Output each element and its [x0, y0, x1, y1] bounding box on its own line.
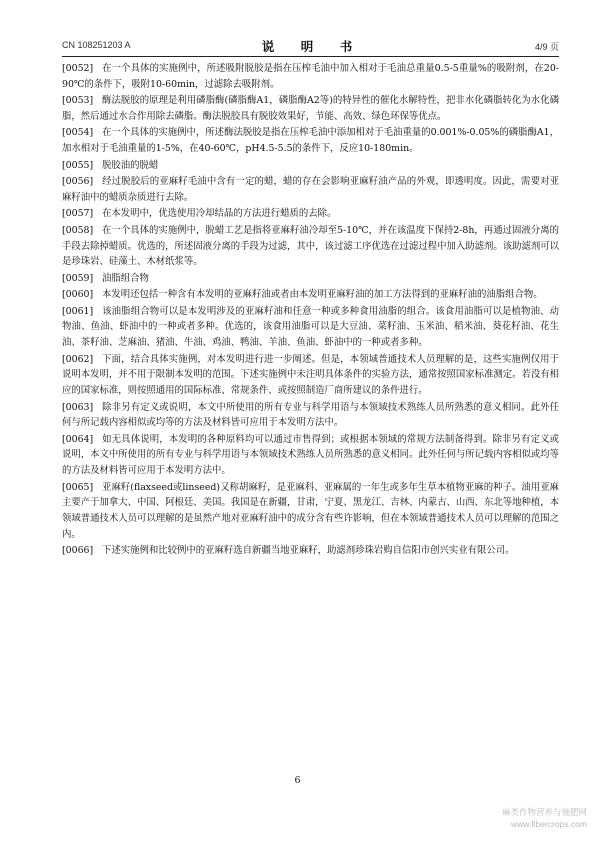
paragraph	[62, 543, 559, 559]
paragraph-text: 如无具体说明，本发明的各种原料均可以通过市售得到；或根据本领域的常规方法制备得到。除非另有定义或说明，本文中所使用的所有专业与科学用语与本领域技术熟练人员所熟悉的意义相同。此外任何与所记载内容相似或均等的方法及材料皆可应用于本发明方法中。	[62, 433, 559, 477]
watermark-line1: 麻类作物营养与施肥网	[501, 807, 587, 817]
watermark	[502, 806, 587, 830]
page-header	[62, 37, 559, 55]
paragraph-text: 在一个具体的实施例中，所述吸附脱胶是指在压榨毛油中加入相对于毛油总重量0.5-5重量%的吸附剂，在20-90℃的条件下，吸附10-60min，过滤除去吸附剂。	[62, 63, 559, 90]
paragraph-number: [0055]	[62, 159, 94, 171]
paragraph	[62, 400, 559, 431]
paragraph-number: [0058]	[62, 224, 94, 236]
paragraph-number: [0063]	[62, 401, 94, 413]
page-number: 6	[294, 775, 301, 786]
paragraph	[62, 432, 559, 479]
paragraph-text: 油脂组合物	[102, 272, 149, 284]
paragraph	[62, 174, 559, 205]
paragraph-text: 除非另有定义或说明，本文中所使用的所有专业与科学用语与本领域技术熟练人员所熟悉的意义相同。此外任何与所记载内容相似或均等的方法及材料皆可应用于本发明方法中。	[62, 401, 559, 429]
paragraph-number: [0054]	[62, 127, 94, 139]
paragraph	[62, 61, 559, 92]
paragraph-number: [0052]	[62, 63, 94, 74]
document-title: 说 明 书	[261, 39, 360, 54]
paragraph	[62, 223, 559, 270]
page-indicator: 4/9 页	[534, 42, 559, 52]
paragraph	[62, 125, 559, 156]
paragraph-text: 该油脂组合物可以是本发明涉及的亚麻籽油和任意一种或多种食用油脂的组合。该食用油脂可以是植物油、动物油、鱼油、虾油中的一种或者多种。优选的，该食用油脂可以是大豆油、菜籽油、玉米油、稻米油、葵花籽油、花生油、茶籽油、芝麻油、猪油、牛油、鸡油、鸭油、羊油、鱼油、虾油中的一种或者多种。	[62, 305, 559, 349]
paragraph-text: 经过脱胶后的亚麻籽毛油中含有一定的蜡，蜡的存在会影响亚麻籽油产品的外观，即透明度。因此，需要对亚麻籽油中的蜡质杂质进行去除。	[62, 176, 559, 203]
paragraph-text: 本发明还包括一种含有本发明的亚麻籽油或者由本发明亚麻籽油的加工方法得到的亚麻籽油的油脂组合物。	[102, 289, 543, 301]
paragraph	[62, 352, 559, 399]
paragraph	[62, 206, 559, 222]
paragraph-number: [0053]	[62, 95, 94, 107]
paragraph	[62, 271, 559, 287]
paragraph	[62, 304, 559, 351]
paragraph-number: [0064]	[62, 433, 94, 445]
paragraph-text: 在本发明中，优选使用冷却结晶的方法进行蜡质的去除。	[102, 208, 337, 220]
paragraph	[62, 287, 559, 303]
paragraph-text: 脱胶油的脱蜡	[102, 159, 159, 171]
paragraph-number: [0060]	[62, 289, 94, 301]
paragraph-text: 在一个具体的实施例中，所述酶法脱胶是指在压榨毛油中添加相对于毛油重量的0.001%-0.05%的磷脂酶A1，加水相对于毛油重量的1-5%，在40-60℃，pH4.5-5.5的条件下，反应10-180min。	[62, 127, 559, 155]
header-divider	[62, 56, 559, 57]
paragraph-number: [0065]	[62, 481, 94, 493]
paragraph-text: 下面，结合具体实施例，对本发明进行进一步阐述。但是，本领域普通技术人员理解的是，这些实施例仅用于说明本发明，并不用于限制本发明的范围。下述实施例中未注明具体条件的实验方法，通常按照国家标准测定。若没有相应的国家标准，则按照通用的国际标准、常规条件、或按照制造厂商所建议的条件进行。	[62, 353, 559, 397]
paragraph-number: [0057]	[62, 208, 94, 220]
paragraph-text: 酶法脱胶的原理是利用磷脂酶(磷脂酶A1，磷脂酶A2等)的特异性的催化水解特性，把非水化磷脂转化为水化磷脂，然后通过水合作用除去磷脂。酶法脱胶具有脱胶效果好，节能、高效、绿色环保等优点。	[62, 95, 559, 122]
paragraph	[62, 480, 559, 543]
watermark-line2: www.fibercrops.com	[510, 819, 587, 829]
paragraph-number: [0056]	[62, 176, 94, 188]
paragraph-number: [0061]	[62, 305, 94, 317]
document-body	[62, 61, 559, 560]
paragraph-text: 亚麻籽(flaxseed或linseed)又称胡麻籽，是亚麻科、亚麻属的一年生或多年生草本植物亚麻的种子。油用亚麻主要产于加拿大、中国、阿根廷、美国。我国是在新疆，甘肃，宁夏、黑龙江、吉林、内蒙古、山西、东北等地种植，本领域普通技术人员可以理解的是虽然产地对亚麻籽油中的成分含有些许影响，但在本领域普通技术人员可以理解的范围之内。	[62, 481, 559, 540]
paragraph-text: 在一个具体的实施例中，脱蜡工艺是指将亚麻籽油冷却至5-10℃，并在该温度下保持2-8h，再通过固液分离的手段去除掉蜡质。优选的，所述固液分离的手段为过滤，其中，该过滤工序优选在过滤过程中加入助滤剂。该助滤剂可以是珍珠岩、硅藻土、木材纸浆等。	[62, 224, 559, 268]
paragraph	[62, 158, 559, 174]
paragraph-number: [0066]	[62, 545, 94, 557]
paragraph	[62, 93, 559, 124]
paragraph-text: 下述实施例和比较例中的亚麻籽选自新疆当地亚麻籽，助滤剂珍珠岩购自信阳市创兴实业有限公司。	[102, 545, 515, 557]
paragraph-number: [0059]	[62, 272, 94, 284]
publication-number: CN 108251203 A	[62, 40, 131, 50]
paragraph-number: [0062]	[62, 353, 94, 365]
